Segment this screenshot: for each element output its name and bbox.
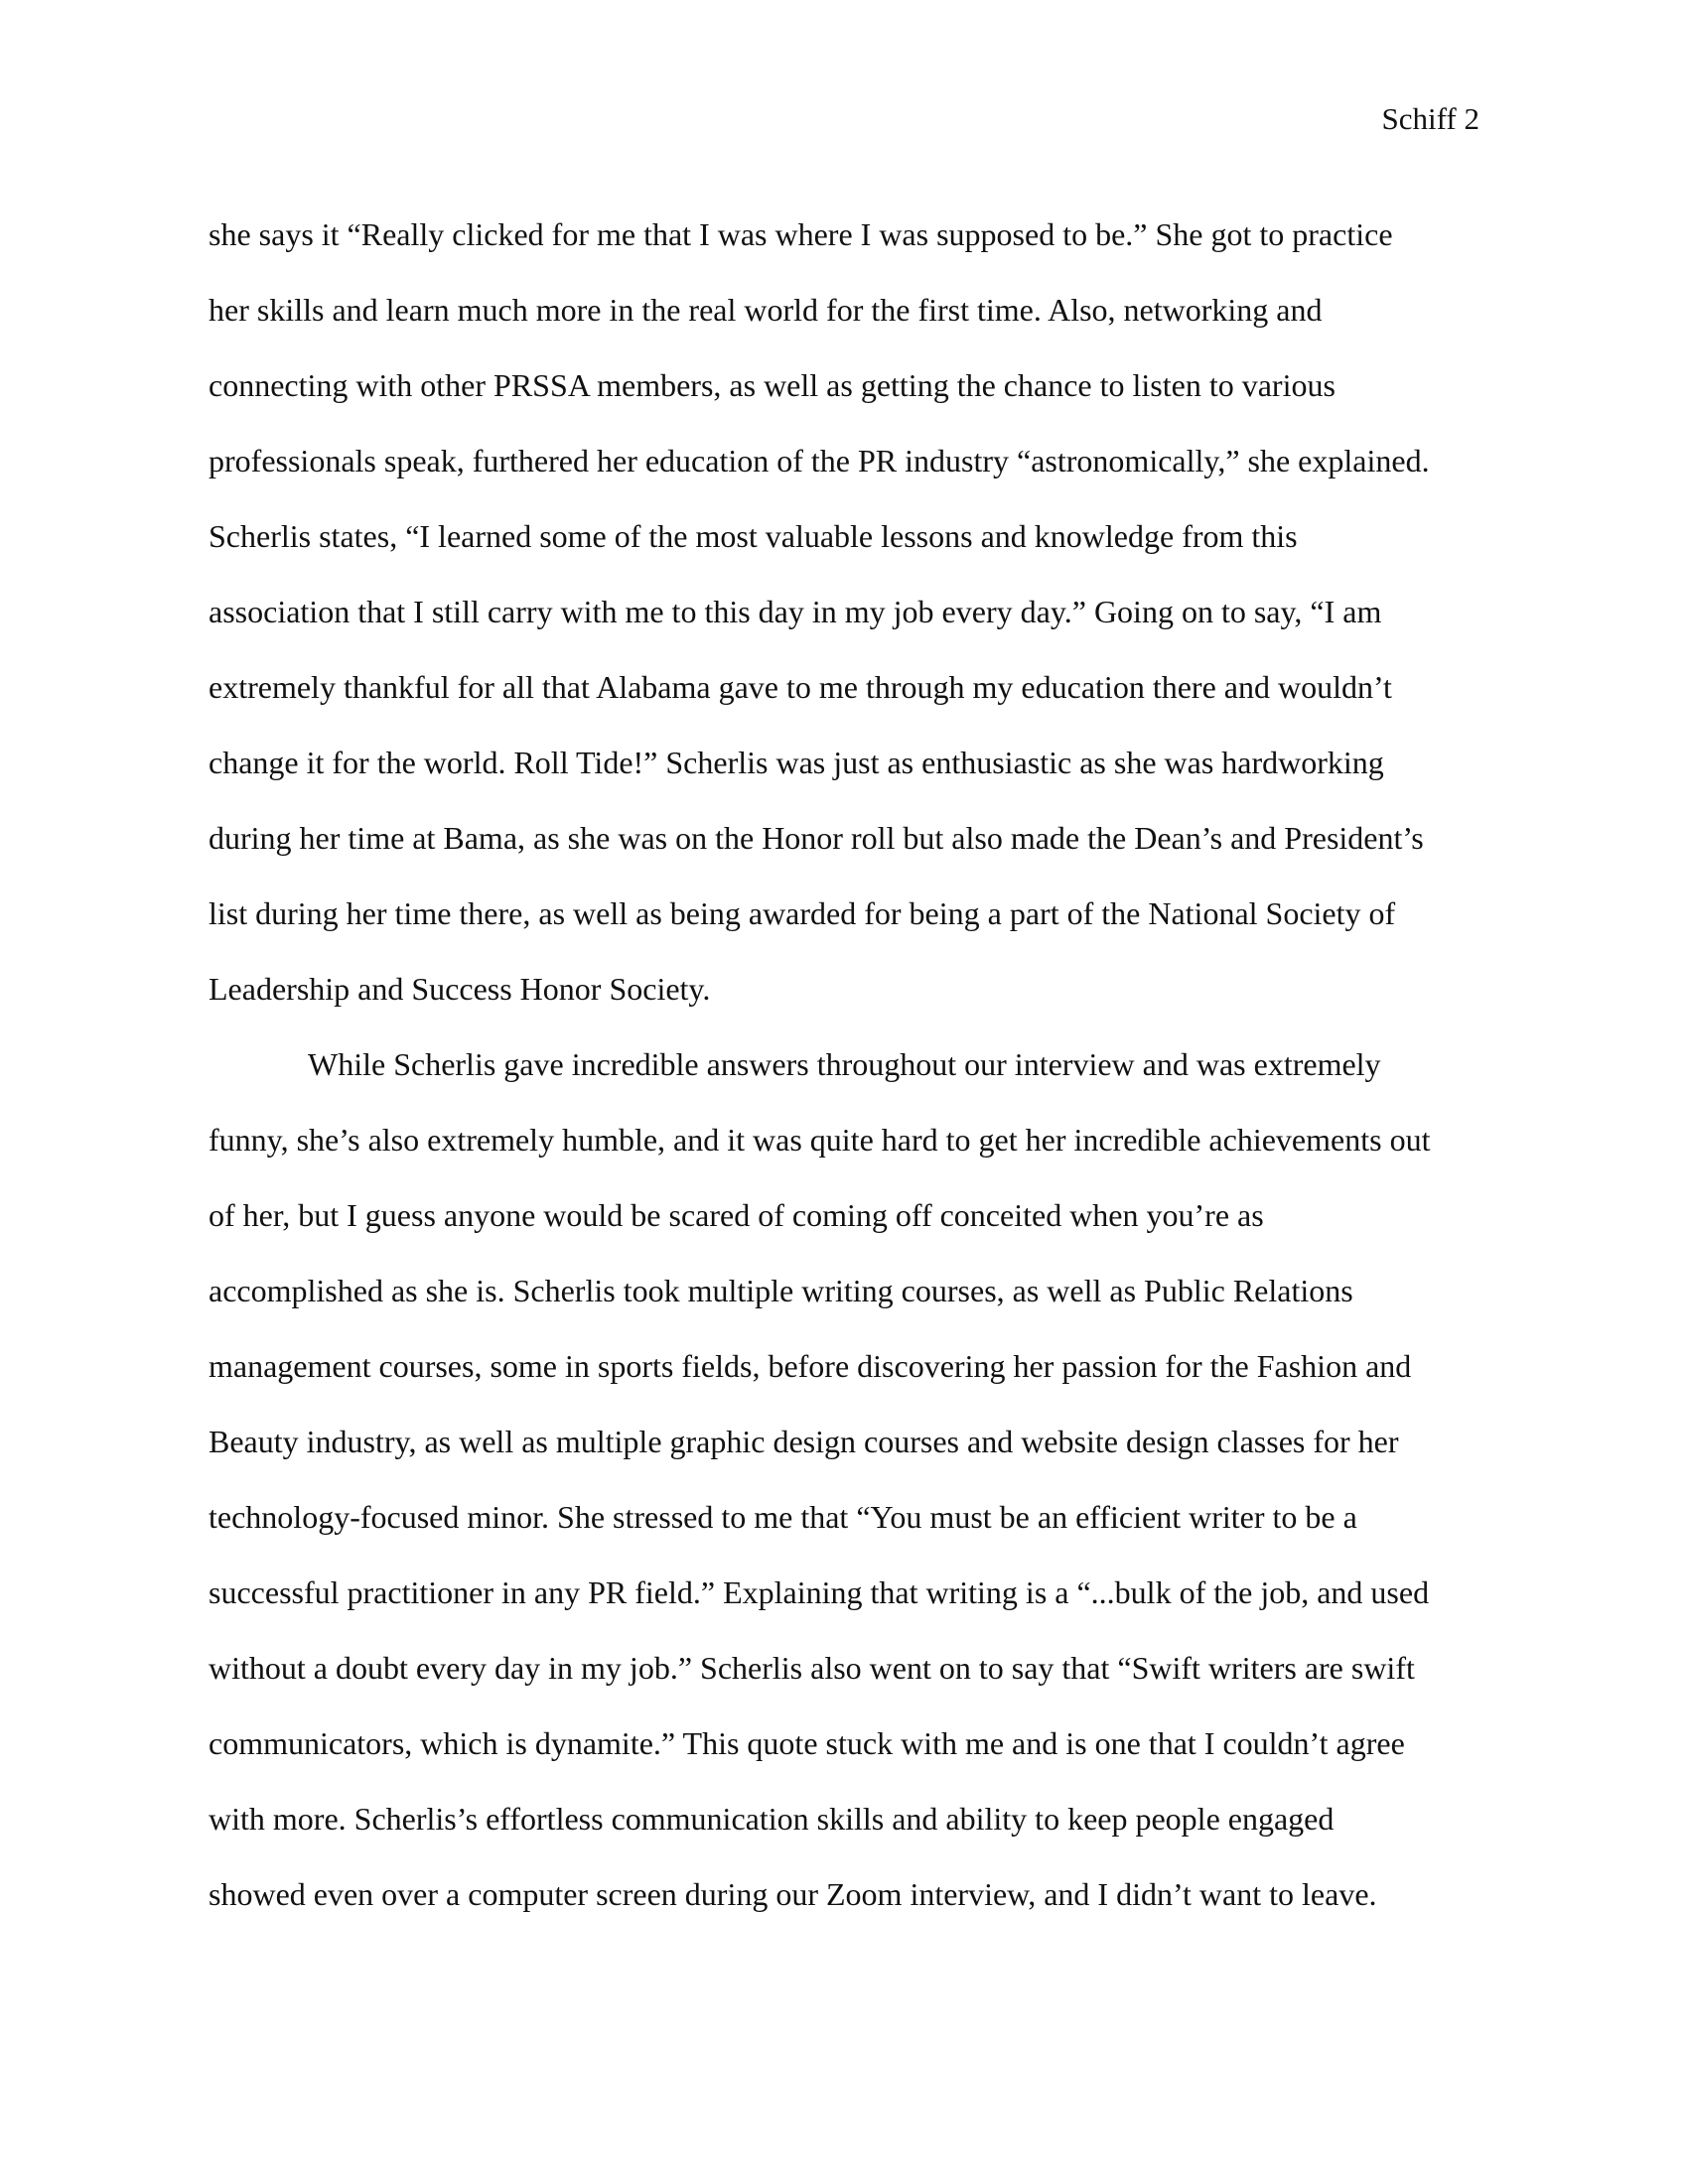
text-line: showed even over a computer screen during our Zoom interview, and I didn’t want to leave. (209, 1876, 1377, 1912)
text-line: during her time at Bama, as she was on the Honor roll but also made the Dean’s and President’s (209, 820, 1424, 856)
text-line: without a doubt every day in my job.” Scherlis also went on to say that “Swift writers are swift (209, 1650, 1415, 1686)
text-line: connecting with other PRSSA members, as well as getting the chance to listen to various (209, 367, 1336, 403)
text-line: her skills and learn much more in the real world for the first time. Also, networking and (209, 292, 1323, 328)
text-line: accomplished as she is. Scherlis took multiple writing courses, as well as Public Relations (209, 1273, 1353, 1308)
text-line: communicators, which is dynamite.” This quote stuck with me and is one that I couldn’t agree (209, 1725, 1405, 1761)
text-line: Scherlis states, “I learned some of the most valuable lessons and knowledge from this (209, 518, 1298, 554)
text-line: she says it “Really clicked for me that I was where I was supposed to be.” She got to practice (209, 216, 1393, 252)
text-line: association that I still carry with me to this day in my job every day.” Going on to say, “I am (209, 594, 1382, 629)
text-line: successful practitioner in any PR field.” Explaining that writing is a “...bulk of the job, and used (209, 1574, 1430, 1610)
text-line: Beauty industry, as well as multiple graphic design courses and website design classes for her (209, 1424, 1399, 1459)
text-line: funny, she’s also extremely humble, and it was quite hard to get her incredible achievements out (209, 1122, 1431, 1158)
text-line: Leadership and Success Honor Society. (209, 971, 711, 1007)
text-line: with more. Scherlis’s effortless communication skills and ability to keep people engaged (209, 1801, 1335, 1837)
text-line: of her, but I guess anyone would be scared of coming off conceited when you’re as (209, 1197, 1264, 1233)
text-line: management courses, some in sports fields, before discovering her passion for the Fashion and (209, 1348, 1412, 1384)
text-line: technology-focused minor. She stressed to me that “You must be an efficient writer to be a (209, 1499, 1357, 1535)
text-line: professionals speak, furthered her education of the PR industry “astronomically,” she explained. (209, 443, 1430, 478)
running-head: Schiff 2 (1381, 101, 1479, 136)
text-line: extremely thankful for all that Alabama gave to me through my education there and wouldn’t (209, 669, 1392, 705)
body-text (209, 197, 1499, 1932)
text-line: change it for the world. Roll Tide!” Scherlis was just as enthusiastic as she was hardworking (209, 745, 1384, 780)
text-line: list during her time there, as well as being awarded for being a part of the National Society of (209, 895, 1396, 931)
paragraph-start-line: While Scherlis gave incredible answers throughout our interview and was extremely (308, 1046, 1381, 1082)
